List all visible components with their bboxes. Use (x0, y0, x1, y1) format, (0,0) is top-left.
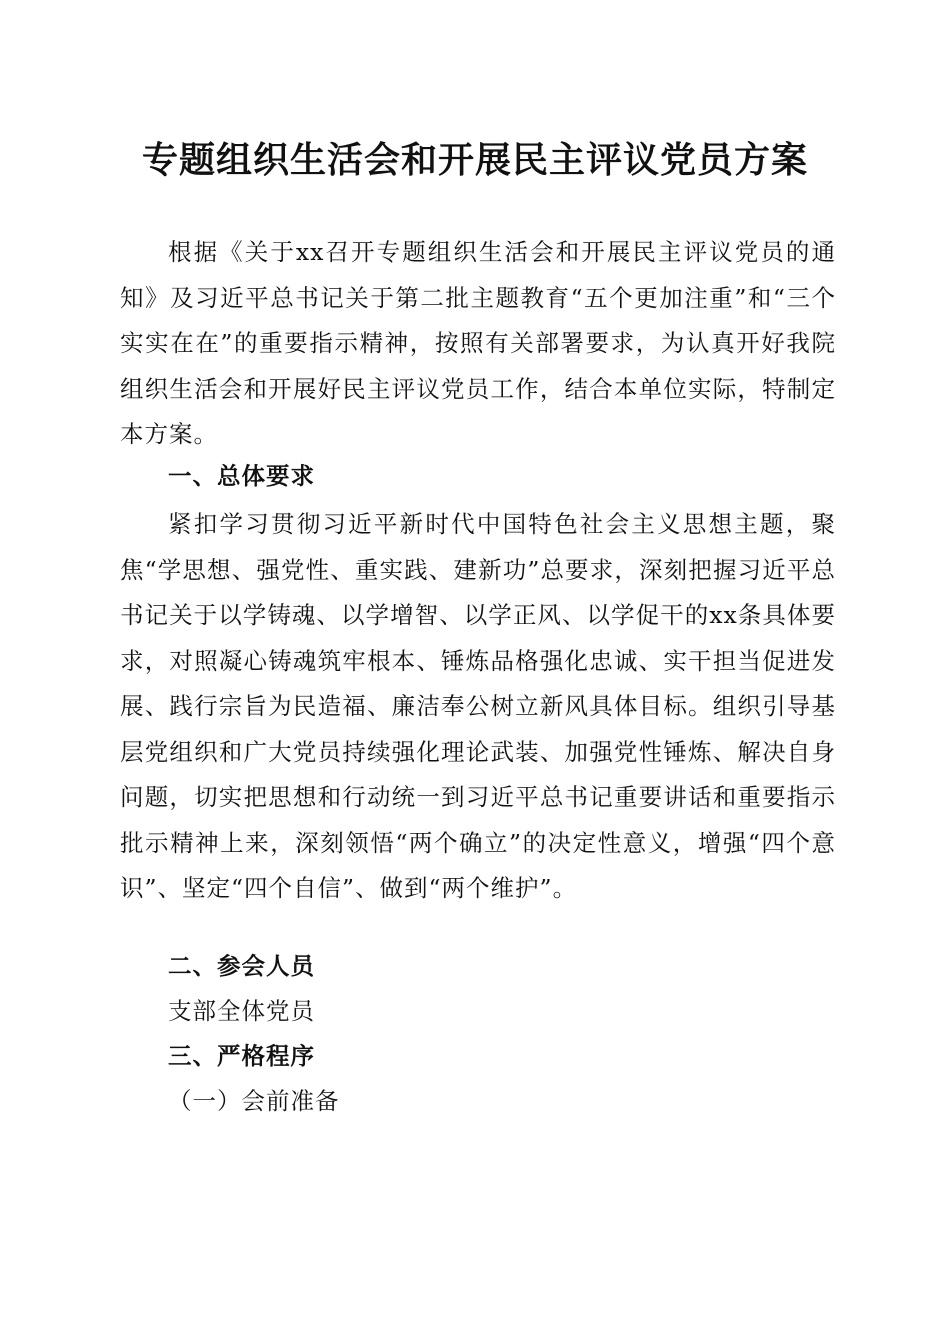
section-heading-participants: 二、参会人员 (168, 952, 315, 980)
intro-paragraph: 根据《关于xx召开专题组织生活会和开展民主评议党员的通知》及习近平总书记关于第二批主题教育“五个更加注重”和“三个实实在在”的重要指示精神，按照有关部署要求，为认真开好我院组织生活会和开展好民主评议党员工作，结合本单位实际，特制定本方案。 (120, 238, 836, 448)
participants-text: 支部全体党员 (168, 997, 315, 1025)
section-heading-strict-procedure: 三、严格程序 (168, 1042, 315, 1070)
subsection-heading-preparation: （一）会前准备 (168, 1087, 340, 1115)
document-title: 专题组织生活会和开展民主评议党员方案 (141, 139, 808, 181)
section-heading-general-requirements: 一、总体要求 (168, 462, 315, 490)
general-requirements-paragraph: 紧扣学习贯彻习近平新时代中国特色社会主义思想主题，聚焦“学思想、强党性、重实践、建新功”总要求，深刻把握习近平总书记关于以学铸魂、以学增智、以学正风、以学促干的xx条具体要求，对照凝心铸魂筑牢根本、锤炼品格强化忠诚、实干担当促进发展、践行宗旨为民造福、廉洁奉公树立新风具体目标。组织引导基层党组织和广大党员持续强化理论武装、加强党性锤炼、解决自身问题，切实把思想和行动统一到习近平总书记重要讲话和重要指示批示精神上来，深刻领悟“两个确立”的决定性意义，增强“四个意识”、坚定“四个自信”、做到“两个维护”。 (120, 510, 836, 902)
